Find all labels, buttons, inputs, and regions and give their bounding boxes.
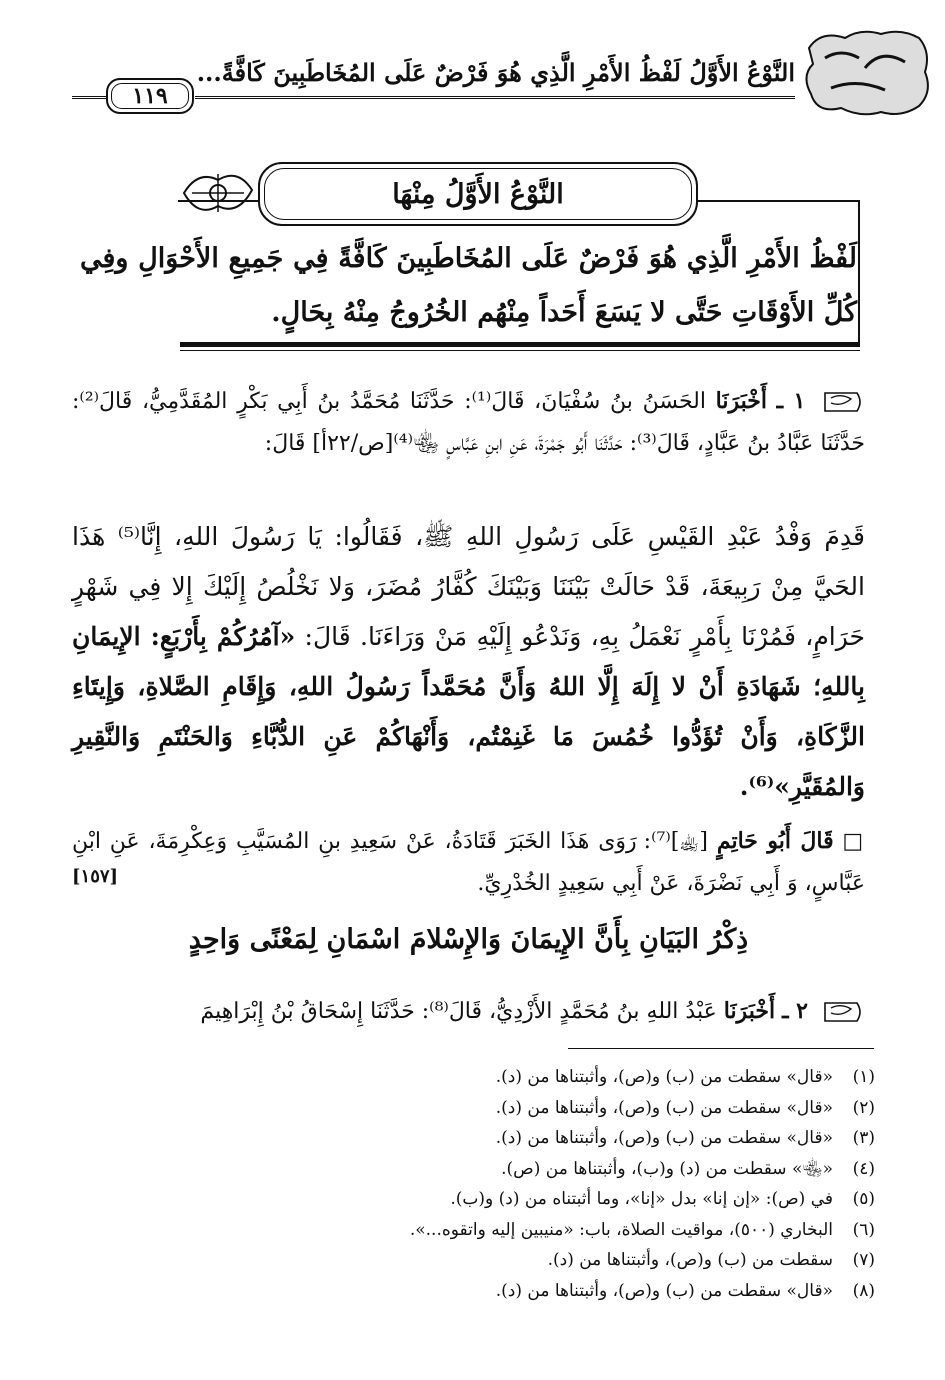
note-bullet: □ — [842, 829, 865, 854]
hadith-1-number: ١ ـ — [776, 388, 806, 414]
running-title: النَّوْعُ الأَوَّلُ لَفْظُ الأَمْرِ الَّذِي هُوَ فَرْضٌ عَلَى المُخَاطَبِينَ كَافَّةً... — [196, 58, 795, 87]
footnote — [75, 1062, 875, 1093]
hadith-2-intro: أَخْبَرَنَا — [723, 998, 776, 1024]
footnote — [75, 1123, 875, 1154]
footnote — [75, 1184, 875, 1215]
footnote-number: (٧) — [852, 1250, 875, 1270]
header-rule — [195, 96, 795, 99]
footnote — [75, 1276, 875, 1307]
footnote-number: (٣) — [852, 1128, 875, 1148]
chapter-heading: ذِكْرُ البَيَانِ بِأَنَّ الإِيمَانَ وَالإِسْلامَ اسْمَانِ لِمَعْنًى وَاحِدٍ — [188, 924, 749, 955]
note-text: [﵀]⁽⁷⁾: رَوَى هَذَا الخَبَرَ قَتَادَةُ، عَنْ سَعِيدِ بنِ المُسَيَّبِ وَعِكْرِمَةَ، عَنِ ابْنِ عَبَّاسٍ، وَ أَبِي نَضْرَةَ، عَنْ أَبِي سَعِيدٍ الخُدْرِيِّ. — [72, 829, 865, 896]
footnote — [75, 1245, 875, 1276]
hadith-1-isnad — [72, 380, 865, 465]
footnotes — [75, 1062, 875, 1306]
footnote-text: سقطت من (ب) و(ص)، وأثبتناها من (د). — [547, 1250, 833, 1270]
section-description: لَفْظُ الأَمْرِ الَّذِي هُوَ فَرْضٌ عَلَى المُخَاطَبِينَ كَافَّةً فِي جَمِيعِ الأَحْوَالِ وفِي كُلِّ الأَوْقَاتِ حَتَّى لا يَسَعَ أَحَداً مِنْهُم الخُرُوجُ مِنْهُ بِحَالٍ. — [80, 243, 857, 328]
page-header — [0, 0, 945, 130]
footnote-text: «قال» سقطت من (ب) و(ص)، وأثبتناها من (د). — [495, 1097, 833, 1118]
footnote-text: «﵄» سقطت من (د) و(ب)، وأثبتناها من (ص). — [501, 1158, 833, 1179]
footnote-text: البخاري (٥٠٠)، مواقيت الصلاة، باب: «منيبين إليه واتقوه...». — [409, 1219, 833, 1240]
reference-number: [١٥٧] — [72, 866, 119, 887]
hadith-2-text: عَبْدُ اللهِ بنُ مُحَمَّدٍ الأَزْدِيُّ، قَالَ⁽⁸⁾: حَدَّثَنَا إِسْحَاقُ بْنُ إِبْرَاهِيمَ — [200, 999, 717, 1024]
footnote-number: (٥) — [852, 1189, 875, 1209]
footnote-text: «قال» سقطت من (ب) و(ص)، وأثبتناها من (د). — [495, 1280, 833, 1301]
footnote — [75, 1093, 875, 1124]
footnote-text: «قال» سقطت من (ب) و(ص)، وأثبتناها من (د). — [495, 1067, 833, 1087]
footnote-text: «قال» سقطت من (ب) و(ص)، وأثبتناها من (د). — [495, 1128, 833, 1148]
matn-bold: «آمُرُكُمْ بِأَرْبَعٍ: الإِيمَانِ بِاللهِ؛ شَهَادَةِ أَنْ لا إِلَهَ إِلَّا اللهُ وَأَنَّ مُحَمَّداً رَسُولُ اللهِ، وَإِقَامِ الصَّلاةِ، وَإِيتَاءِ الزَّكَاةِ، وَأَنْ تُؤَدُّوا خُمُسَ مَا غَنِمْتُم، وَأَنْهَاكُمْ عَنِ الدُّبَّاءِ وَالحَنْتَمِ وَالنَّقِيرِ وَالمُقَيَّرِ»⁽⁶⁾. — [72, 622, 865, 801]
header-rule-left — [72, 96, 106, 99]
footnote-text: في (ص): «إن إنا» بدل «إنا»، وما أثبتناه من (د) و(ب). — [450, 1189, 833, 1209]
section-title: النَّوْعُ الأَوَّلُ مِنْهَا — [392, 178, 564, 210]
matn-normal: قَدِمَ وَفْدُ عَبْدِ القَيْسِ عَلَى رَسُولِ اللهِ ﷺ، فَقَالُوا: يَا رَسُولَ اللهِ، إِنَّا⁽⁵⁾ هَذَا الحَيَّ مِنْ رَبِيعَةَ، قَدْ حَالَتْ بَيْنَنَا وَبَيْنَكَ كُفَّارُ مُضَرَ، وَلا نَخْلُصُ إِلَيْكَ إِلا فِي شَهْرٍ حَرَامٍ، فَمُرْنَا بِأَمْرٍ نَعْمَلُ بِهِ، وَنَدْعُو إِلَيْهِ مَنْ وَرَاءَنَا. قَالَ: — [72, 522, 866, 651]
footnote-rule — [568, 1048, 874, 1049]
author-note — [72, 820, 865, 905]
hadith-1-text: الحَسَنُ بنُ سُفْيَانَ، قَالَ⁽¹⁾: حَدَّثَنَا مُحَمَّدُ بنُ أَبِي بَكْرٍ المُقَدَّمِيُّ، قَالَ⁽²⁾: حَدَّثَنَا عَبَّادُ بنُ عَبَّادٍ، قَالَ⁽³⁾: حَدَّثَنَا أَبُو جَمْرَةَ، عَنِ ابنِ عَبَّاسٍ ﵄⁽⁴⁾[ص/٢٢أ] قَالَ: — [72, 389, 865, 456]
note-speaker: قَالَ أَبُو حَاتِمٍ — [716, 828, 834, 854]
scroll-icon — [821, 389, 865, 415]
footnote — [75, 1215, 875, 1246]
section-underline-thin — [180, 350, 860, 351]
footnote-number: (٤) — [852, 1158, 875, 1179]
section-underline — [180, 342, 860, 347]
footnote-number: (١) — [852, 1067, 875, 1087]
floral-ornament-icon — [178, 160, 258, 226]
scroll-icon — [821, 999, 865, 1025]
hadith-2-isnad — [72, 990, 865, 1033]
footnote-number: (٢) — [852, 1097, 875, 1118]
section-title-box — [258, 162, 698, 226]
footnote-number: (٨) — [852, 1280, 875, 1301]
hadith-1-intro: أَخْبَرَنَا — [715, 388, 767, 414]
page-number: ١١٩ — [106, 78, 194, 114]
corner-logo-icon — [801, 28, 933, 118]
footnote-number: (٦) — [852, 1219, 875, 1240]
footnote — [75, 1154, 875, 1185]
hadith-1-matn — [72, 512, 865, 812]
hadith-2-number: ٢ ـ — [782, 998, 808, 1024]
